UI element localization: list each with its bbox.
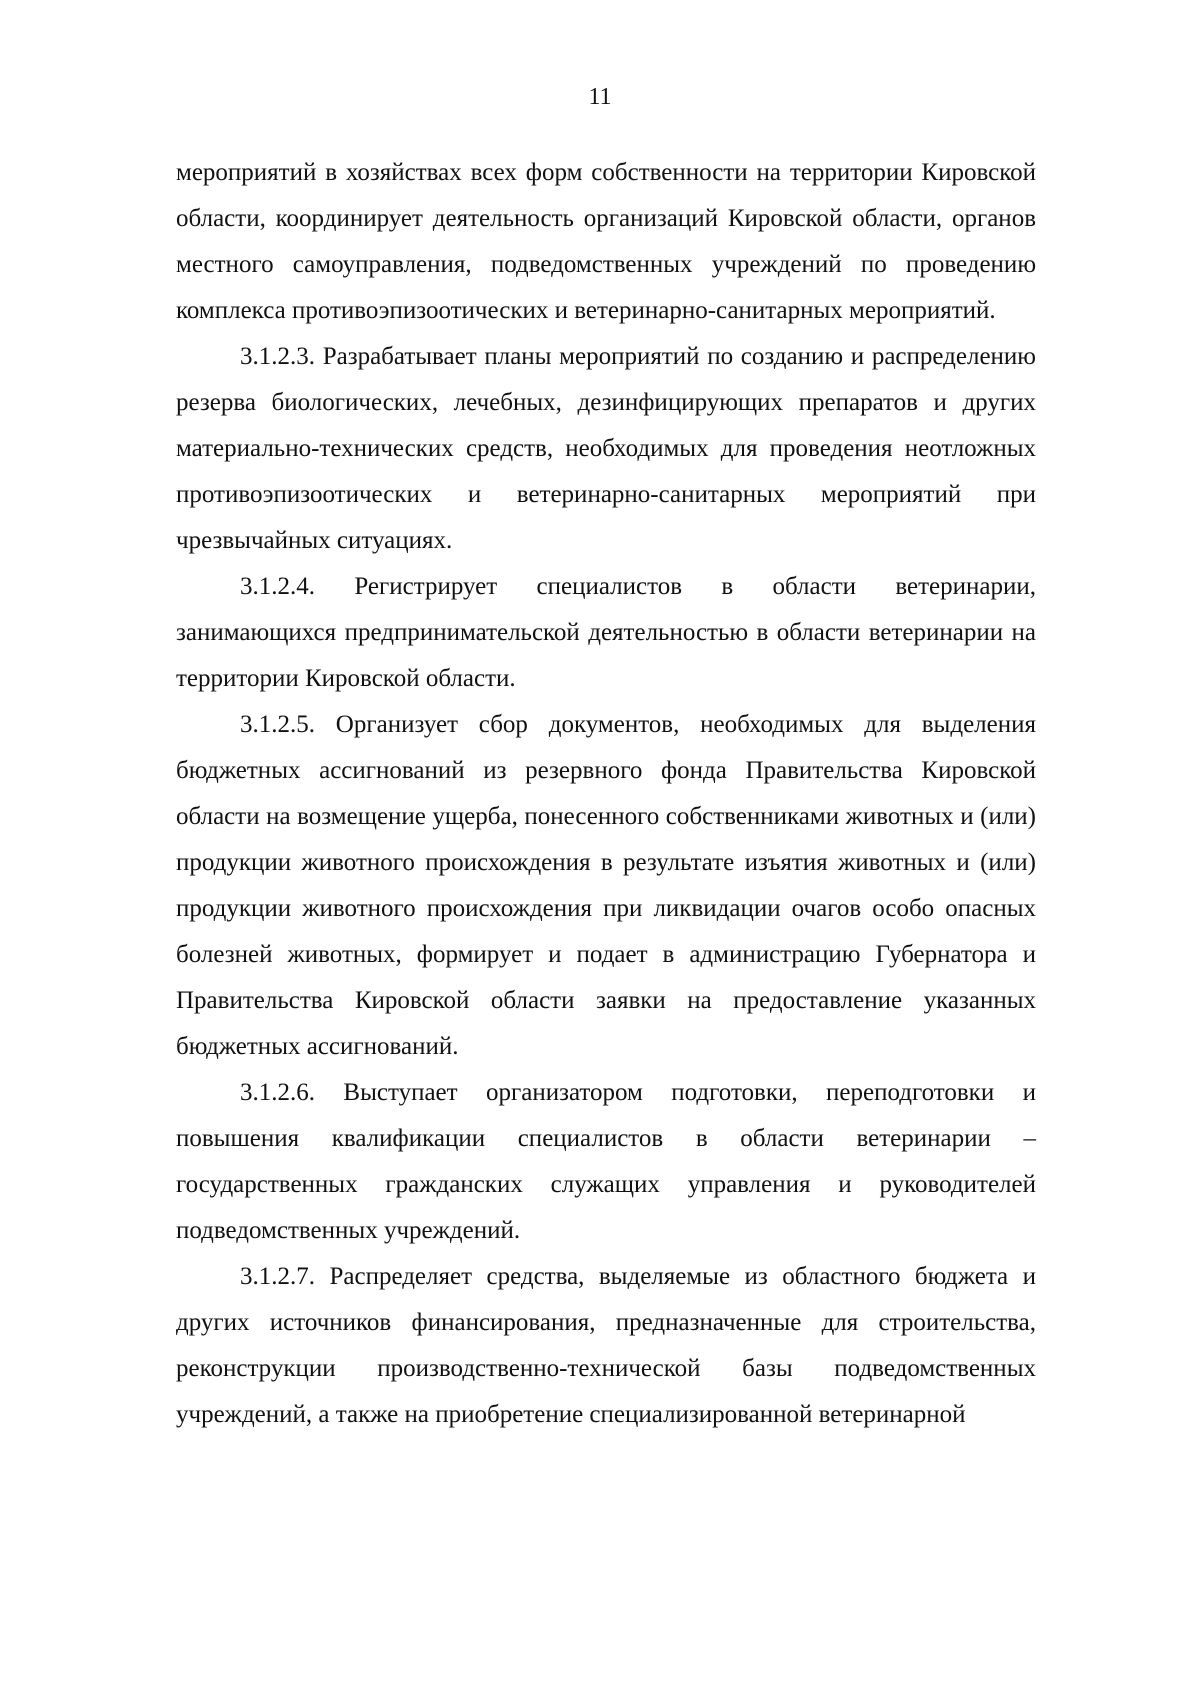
paragraph-3-1-2-5: 3.1.2.5. Организует сбор документов, необходимых для выделения бюджетных ассигнований из резервного фонда Правительства Кировской области на возмещение ущерба, понесенного собственниками животных и (или) продукции животного происхождения в результате изъятия животных и (или) продукции животного происхождения при ликвидации очагов особо опасных болезней животных, формирует и подает в администрацию Губернатора и Правительства Кировской области заявки на предоставление указанных бюджетных ассигнований. [176, 711, 1036, 1060]
page-number: 11 [588, 84, 612, 110]
paragraph-3-1-2-4: 3.1.2.4. Регистрирует специалистов в области ветеринарии, занимающихся предпринимательской деятельностью в области ветеринарии на территории Кировской области. [176, 573, 1036, 692]
paragraph-3-1-2-7: 3.1.2.7. Распределяет средства, выделяемые из областного бюджета и других источников финансирования, предназначенные для строительства, реконструкции производственно-технической базы подведомственных учреждений, а также на приобретение специализированной ветеринарной [176, 1263, 1036, 1428]
document-body [176, 150, 1036, 1438]
paragraph-3-1-2-3: 3.1.2.3. Разрабатывает планы мероприятий по созданию и распределению резерва биологических, лечебных, дезинфицирующих препаратов и других материально-технических средств, необходимых для проведения неотложных противоэпизоотических и ветеринарно-санитарных мероприятий при чрезвычайных ситуациях. [176, 343, 1036, 554]
paragraph-continuation: мероприятий в хозяйствах всех форм собственности на территории Кировской области, координирует деятельность организаций Кировской области, органов местного самоуправления, подведомственных учреждений по проведению комплекса противоэпизоотических и ветеринарно-санитарных мероприятий. [176, 159, 1036, 324]
paragraph-3-1-2-6: 3.1.2.6. Выступает организатором подготовки, переподготовки и повышения квалификации специалистов в области ветеринарии – государственных гражданских служащих управления и руководителей подведомственных учреждений. [176, 1079, 1036, 1244]
